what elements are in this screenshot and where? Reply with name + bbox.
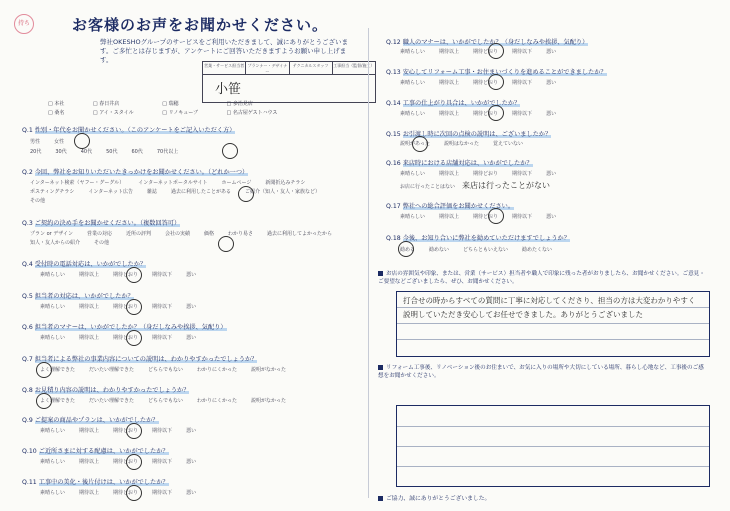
question-16 bbox=[386, 158, 533, 167]
question-9 bbox=[22, 415, 159, 424]
staff-col-construction: 工事担当（監督/施工） bbox=[333, 63, 375, 68]
question-15 bbox=[386, 129, 551, 138]
venue-option[interactable]: □ リノキューブ bbox=[162, 109, 218, 116]
option[interactable]: よく理解できた bbox=[40, 367, 76, 373]
option[interactable]: 期待どおり bbox=[473, 49, 499, 55]
answer-circle bbox=[36, 393, 52, 409]
option[interactable]: 期待以下 bbox=[152, 490, 173, 496]
question-18 bbox=[386, 233, 570, 242]
option[interactable]: ポスティングチラシ bbox=[30, 189, 75, 195]
closing-text: ご協力、誠にありがとうございました。 bbox=[386, 496, 491, 502]
option[interactable]: 期待以上 bbox=[79, 428, 100, 434]
question-text: 性別・年代をお聞かせください。（このアンケートをご記入いただく方） bbox=[34, 127, 236, 134]
comment-prompt-1 bbox=[378, 270, 708, 286]
option[interactable]: 期待以上 bbox=[79, 272, 100, 278]
option[interactable]: 悪い bbox=[186, 459, 197, 465]
option[interactable]: 期待以下 bbox=[512, 80, 533, 86]
question-text: ご契約の決め手をお聞かせください。（複数回答可） bbox=[34, 220, 181, 227]
option[interactable]: 期待以上 bbox=[439, 49, 460, 55]
staff-table bbox=[202, 61, 376, 103]
ruled-line bbox=[397, 323, 709, 324]
option[interactable]: 雑誌 bbox=[146, 189, 157, 195]
answer-circle bbox=[74, 133, 90, 149]
question-label: Q.2 bbox=[22, 169, 33, 176]
option[interactable]: 悪い bbox=[186, 335, 197, 341]
q1-options-age bbox=[30, 148, 192, 155]
option[interactable]: その他 bbox=[30, 198, 46, 204]
option[interactable]: どちらでもない bbox=[148, 398, 183, 404]
question-label: Q.12 bbox=[386, 39, 401, 46]
answer-circle bbox=[222, 143, 238, 159]
answer-circle bbox=[36, 362, 52, 378]
option[interactable]: 女性 bbox=[54, 139, 65, 145]
option[interactable]: ご紹介（知人・友人・家族など） bbox=[245, 189, 321, 195]
question-label: Q.18 bbox=[386, 235, 401, 242]
option[interactable]: 期待どおり bbox=[113, 459, 139, 465]
question-label: Q.3 bbox=[22, 220, 33, 227]
option[interactable]: 知人・友人からの紹介 bbox=[30, 240, 81, 246]
comment-handwriting-line1: 打合せの時からすべての質問に丁寧に対応してくださり、担当の方は大変わかりやすく bbox=[403, 296, 696, 305]
option[interactable]: 近所の評判 bbox=[125, 231, 151, 237]
option[interactable]: 素晴らしい bbox=[400, 171, 426, 177]
question-3 bbox=[22, 218, 180, 227]
option[interactable]: 素晴らしい bbox=[400, 49, 426, 55]
question-text: お引渡し時に次回の点検の説明は、ございましたか？ bbox=[402, 131, 552, 138]
option[interactable]: インターネット検索（ヤフー・グーグル） bbox=[30, 180, 125, 186]
q18-options bbox=[400, 246, 566, 253]
ruled-line bbox=[397, 307, 709, 308]
option[interactable]: 期待以上 bbox=[439, 171, 460, 177]
option[interactable]: 素晴らしい bbox=[40, 272, 66, 278]
question-2 bbox=[22, 167, 248, 176]
q16-option-no-visit bbox=[400, 183, 469, 190]
question-label: Q.8 bbox=[22, 387, 33, 394]
option[interactable]: 期待以下 bbox=[512, 49, 533, 55]
question-12 bbox=[386, 37, 588, 46]
option[interactable]: その他 bbox=[94, 240, 110, 246]
option[interactable]: 素晴らしい bbox=[40, 335, 66, 341]
q7-options bbox=[40, 366, 300, 373]
option[interactable]: 期待以上 bbox=[79, 459, 100, 465]
option[interactable]: わかりにくかった bbox=[196, 367, 237, 373]
question-6 bbox=[22, 322, 227, 331]
venue-option[interactable]: □ 春日井店 bbox=[93, 100, 154, 107]
option[interactable]: 50代 bbox=[106, 149, 118, 155]
closing-message bbox=[378, 493, 490, 502]
option[interactable]: 期待以下 bbox=[152, 335, 173, 341]
option[interactable]: だいたい理解できた bbox=[89, 367, 135, 373]
question-label: Q.1 bbox=[22, 127, 33, 134]
comment-box-1[interactable] bbox=[396, 291, 710, 357]
question-text: お見積り内容の説明は、わかりやすかったでしょうか？ bbox=[34, 387, 190, 394]
staff-name-handwritten: 小笹 bbox=[215, 82, 242, 97]
option[interactable]: だいたい理解できた bbox=[89, 398, 135, 404]
question-label: Q.17 bbox=[386, 203, 401, 210]
option[interactable]: 悪い bbox=[546, 80, 557, 86]
question-text: 受付時の電話対応は、いかがでしたか？ bbox=[34, 261, 147, 268]
option[interactable]: 説明がなかった bbox=[251, 367, 287, 373]
option[interactable]: 素晴らしい bbox=[400, 111, 426, 117]
option[interactable]: わかり易さ bbox=[228, 231, 254, 237]
option[interactable]: どちらでもない bbox=[148, 367, 183, 373]
option[interactable]: 期待どおり bbox=[473, 111, 499, 117]
option[interactable]: 悪い bbox=[186, 490, 197, 496]
option[interactable]: 覚えていない bbox=[492, 141, 523, 147]
q14-options bbox=[400, 110, 570, 117]
option[interactable]: 期待どおり bbox=[473, 171, 499, 177]
option[interactable]: 価格 bbox=[204, 231, 215, 237]
option[interactable]: 期待以下 bbox=[152, 272, 173, 278]
ruled-line bbox=[397, 339, 709, 340]
venue-option[interactable]: □ 桑名 bbox=[48, 109, 85, 116]
answer-circle bbox=[488, 208, 504, 224]
bullet-square-icon bbox=[378, 496, 383, 501]
ruled-line bbox=[397, 466, 709, 467]
answer-circle bbox=[126, 454, 142, 470]
question-label: Q.5 bbox=[22, 293, 33, 300]
q16-handwritten-note: 来店は行ったことがない bbox=[462, 181, 550, 190]
option[interactable]: 40代 bbox=[80, 149, 93, 155]
ruled-line bbox=[397, 446, 709, 447]
answer-circle bbox=[488, 43, 504, 59]
question-text: 安心してリフォーム工事・お住まいづくりを進めることができましたか？ bbox=[402, 69, 607, 76]
option[interactable]: 期待以上 bbox=[439, 111, 460, 117]
q17-options bbox=[400, 213, 570, 220]
option[interactable]: 期待どおり bbox=[113, 428, 139, 434]
question-text: 担当者のマナーは、いかがでしたか？（身だしなみや挨拶、気配り） bbox=[34, 324, 227, 331]
q8-options bbox=[40, 397, 300, 404]
option[interactable]: 20代 bbox=[30, 149, 42, 155]
question-text: 弊社への総合評価をお聞かせください。 bbox=[402, 203, 515, 210]
question-label: Q.6 bbox=[22, 324, 33, 331]
option[interactable]: 素晴らしい bbox=[400, 214, 426, 220]
question-text: 職人のマナーは、いかがでしたか？（身だしなみや挨拶、気配り） bbox=[402, 39, 589, 46]
option[interactable]: 素晴らしい bbox=[40, 490, 66, 496]
option[interactable]: 過去に利用してよかったから bbox=[267, 231, 333, 237]
option[interactable]: 期待以下 bbox=[512, 171, 533, 177]
staff-col-planner: プランナー・デザイナー bbox=[246, 62, 289, 74]
option[interactable]: 期待以下 bbox=[152, 304, 173, 310]
option[interactable]: プラン or デザイン bbox=[30, 231, 73, 237]
question-text: 担当者による弊社の事業内容についての説明は、わかりやすかったでしょうか？ bbox=[34, 356, 258, 363]
option[interactable]: 新聞折込みチラシ bbox=[265, 180, 306, 186]
option[interactable]: 期待以上 bbox=[439, 214, 460, 220]
option[interactable]: 期待以上 bbox=[79, 304, 100, 310]
question-label: Q.13 bbox=[386, 69, 401, 76]
option[interactable]: 悪い bbox=[546, 171, 557, 177]
option[interactable]: 期待以下 bbox=[512, 214, 533, 220]
option[interactable]: 会社の実績 bbox=[164, 231, 190, 237]
option[interactable]: 悪い bbox=[546, 214, 557, 220]
question-label: Q.4 bbox=[22, 261, 33, 268]
option[interactable]: 男性 bbox=[30, 139, 41, 145]
question-label: Q.15 bbox=[386, 131, 401, 138]
answer-circle bbox=[398, 241, 414, 257]
staff-table-header bbox=[203, 62, 375, 75]
question-label: Q.9 bbox=[22, 417, 33, 424]
question-text: 担当者の対応は、いかがでしたか？ bbox=[34, 293, 134, 300]
option[interactable]: 素晴らしい bbox=[400, 80, 426, 86]
prompt-text: お店の雰囲気や印象、または、営業（サービス）担当者や職人で印象に残った者がおりましたら、お聞かせください。ご意見・ご要望などございましたら、ぜひ、お聞かせください。 bbox=[378, 271, 705, 285]
option[interactable]: 説明があった bbox=[400, 141, 430, 147]
page-title: お客様のお声をお聞かせください。 bbox=[72, 16, 329, 34]
question-text: 工事中の美化・後片付けは、いかがでしたか？ bbox=[38, 479, 169, 486]
question-text: ご近所さまに対する配慮は、いかがでしたか？ bbox=[38, 448, 169, 455]
answer-circle bbox=[218, 236, 234, 252]
ruled-line bbox=[397, 426, 709, 427]
question-label: Q.10 bbox=[22, 448, 37, 455]
option[interactable]: よく理解できた bbox=[40, 398, 76, 404]
question-label: Q.11 bbox=[22, 479, 37, 486]
venue-option[interactable]: □ 名古屋ゲストハウス bbox=[227, 109, 298, 116]
question-4 bbox=[22, 259, 146, 268]
question-7 bbox=[22, 354, 257, 363]
q2-options bbox=[30, 179, 360, 206]
venue-option[interactable]: □ 瑞穂 bbox=[162, 100, 218, 107]
option[interactable]: 60代 bbox=[131, 149, 143, 155]
option[interactable]: 悪い bbox=[546, 111, 557, 117]
staff-col-sales: 営業・サービス担当者 bbox=[203, 62, 246, 74]
intro-text: 弊社OKESHOグループのサービスをご利用いただきまして、誠にありがとうございます。ご多忙とは存じますが、アンケートにご回答いただきますようお願い申し上げます。 bbox=[100, 38, 348, 64]
answer-circle bbox=[126, 299, 142, 315]
question-text: 工事の仕上がり具合は、いかがでしたか？ bbox=[402, 100, 521, 107]
question-5 bbox=[22, 291, 134, 300]
q3-options bbox=[30, 230, 360, 248]
option[interactable]: 素晴らしい bbox=[40, 459, 66, 465]
option[interactable]: 勧めたくない bbox=[522, 247, 553, 253]
option[interactable]: ホームページ bbox=[221, 180, 252, 186]
question-10 bbox=[22, 446, 169, 455]
q1-options bbox=[30, 138, 78, 145]
question-11 bbox=[22, 477, 169, 486]
option[interactable]: 素晴らしい bbox=[40, 428, 66, 434]
option[interactable]: 期待どおり bbox=[113, 335, 139, 341]
option[interactable]: 期待どおり bbox=[113, 272, 139, 278]
comment-box-2[interactable] bbox=[396, 405, 710, 487]
option[interactable]: お店に行ったことはない bbox=[400, 184, 456, 190]
option[interactable]: どちらともいえない bbox=[463, 247, 509, 253]
option[interactable]: 期待以下 bbox=[152, 428, 173, 434]
option[interactable]: 70代以上 bbox=[156, 149, 179, 155]
question-text: 今後、お知り合いに弊社を勧めていただけますでしょうか？ bbox=[402, 235, 570, 242]
option[interactable]: 期待以上 bbox=[79, 335, 100, 341]
option[interactable]: 過去に利用したことがある bbox=[170, 189, 231, 195]
question-label: Q.16 bbox=[386, 160, 401, 167]
option[interactable]: 期待以上 bbox=[439, 80, 460, 86]
answer-circle bbox=[126, 485, 142, 501]
option[interactable]: 素晴らしい bbox=[40, 304, 66, 310]
question-text: 今回、弊社をお知りいただいたきっかけをお聞かせください。（どれか一つ） bbox=[34, 169, 249, 176]
venue-option[interactable]: □ 本社 bbox=[48, 100, 85, 107]
option[interactable]: わかりにくかった bbox=[196, 398, 237, 404]
venue-option[interactable]: □ アイ・スタイル bbox=[93, 109, 154, 116]
option[interactable]: 期待どおり bbox=[473, 80, 499, 86]
q16-options bbox=[400, 170, 570, 177]
comment-handwriting-line2: 説明していただき安心してお任せできました。ありがとうございました bbox=[403, 310, 643, 319]
question-label: Q.7 bbox=[22, 356, 33, 363]
option[interactable]: 悪い bbox=[186, 304, 197, 310]
question-text: 来店時における店舗対応は、いかがでしたか？ bbox=[402, 160, 533, 167]
q13-options bbox=[400, 79, 570, 86]
option[interactable]: 説明はなかった bbox=[443, 141, 479, 147]
answer-circle bbox=[412, 136, 428, 152]
question-label: Q.14 bbox=[386, 100, 401, 107]
question-text: ご提案の商品やプランは、いかがでしたか？ bbox=[34, 417, 159, 424]
option[interactable]: 勧める bbox=[400, 247, 416, 253]
question-1 bbox=[22, 125, 235, 134]
answer-circle bbox=[488, 105, 504, 121]
option[interactable]: 期待どおり bbox=[113, 304, 139, 310]
prompt-text: リフォーム工事後、リノベーション後のお住まいで、お気に入りの場所や大切にしている場所、暮らし心地など、工事後のご感想をお聞かせください。 bbox=[378, 365, 704, 379]
option[interactable]: 悪い bbox=[546, 49, 557, 55]
answer-circle bbox=[126, 330, 142, 346]
option[interactable]: 期待以上 bbox=[79, 490, 100, 496]
answer-circle bbox=[488, 74, 504, 90]
option[interactable]: 説明がなかった bbox=[251, 398, 287, 404]
option[interactable]: インターネット広告 bbox=[88, 189, 133, 195]
venue-checklist bbox=[48, 100, 298, 116]
staff-col-technical: テクニカルスタッフ bbox=[290, 62, 333, 74]
option[interactable]: 期待以下 bbox=[512, 111, 533, 117]
answer-circle bbox=[126, 267, 142, 283]
column-divider bbox=[368, 28, 369, 498]
q12-options bbox=[400, 48, 570, 55]
corner-stamp: 持ち bbox=[14, 14, 34, 34]
option[interactable]: インターネットポータルサイト bbox=[138, 180, 208, 186]
option[interactable]: 勧めない bbox=[429, 247, 450, 253]
bullet-square-icon bbox=[378, 365, 383, 370]
comment-prompt-2 bbox=[378, 364, 708, 380]
option[interactable]: 悪い bbox=[186, 272, 197, 278]
answer-circle bbox=[126, 423, 142, 439]
option[interactable]: 30代 bbox=[55, 149, 67, 155]
option[interactable]: 期待以下 bbox=[152, 459, 173, 465]
option[interactable]: 悪い bbox=[186, 428, 197, 434]
option[interactable]: 期待どおり bbox=[473, 214, 499, 220]
venue-option[interactable]: □ 多治見店 bbox=[227, 100, 298, 107]
answer-circle bbox=[238, 186, 254, 202]
bullet-square-icon bbox=[378, 271, 383, 276]
option[interactable]: 営業の対応 bbox=[86, 231, 112, 237]
option[interactable]: 期待どおり bbox=[113, 490, 139, 496]
